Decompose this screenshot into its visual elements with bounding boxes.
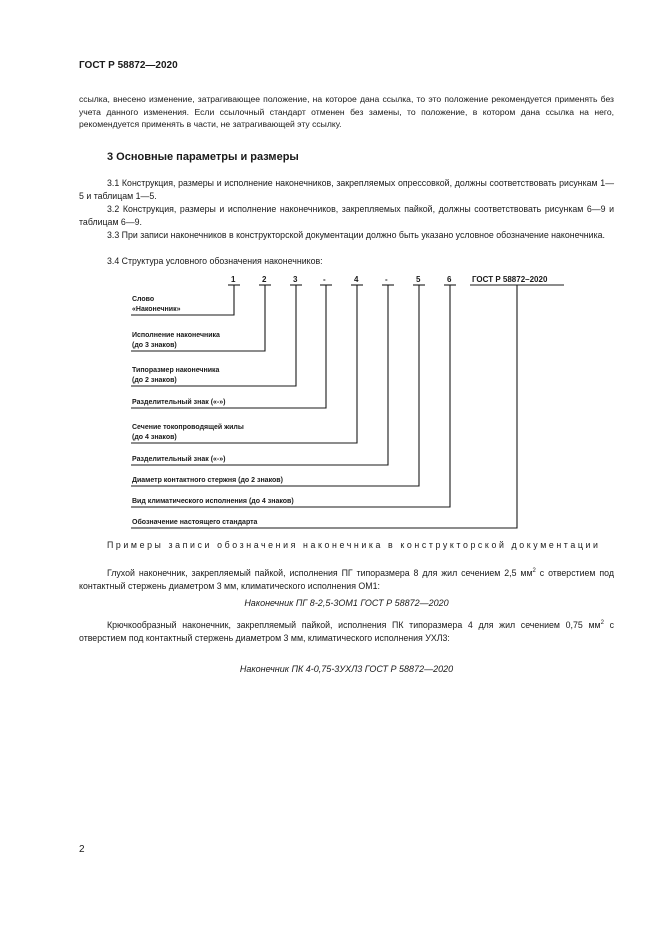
paragraph-3-3: 3.3 При записи наконечников в конструкторской документации должно быть указано условное обозначение наконечника. <box>107 230 605 240</box>
label-execution-line2: (до 3 знаков) <box>132 342 177 349</box>
leader-lines <box>131 285 517 528</box>
label-separator-2: Разделительный знак («-») <box>132 456 226 463</box>
label-standard: Обозначение настоящего стандарта <box>132 519 258 526</box>
example-2-text-a: Крючкообразный наконечник, закрепляемый пайкой, исполнения ПК типоразмера 4 для жил сечением 0,75 мм <box>107 619 601 630</box>
label-section-line1: Сечение токопроводящей жилы <box>132 424 244 431</box>
paragraph-3-1: 3.1 Конструкция, размеры и исполнение наконечников, закрепляемых опрессовкой, должны соответствовать рисункам 1—5 и таблицам 1—5. <box>79 178 614 201</box>
example-1-text-a: Глухой наконечник, закрепляемый пайкой, исполнения ПГ типоразмера 8 для жил сечением 2,5 мм <box>107 567 533 578</box>
code-dash-2: - <box>385 275 388 284</box>
code-2: 2 <box>262 275 267 284</box>
example-2-designation <box>79 664 614 674</box>
example-2-prefix: Наконечник <box>239 664 289 674</box>
label-climatic: Вид климатического исполнения (до 4 знаков) <box>132 498 294 505</box>
code-1: 1 <box>231 275 236 284</box>
label-word-line1: Слово <box>132 296 155 303</box>
example-2-text-b: с отверстием под контактный стержень диаметром 3 мм, климатического исполнения УХЛ3: <box>79 619 614 643</box>
example-1-superscript: 2 <box>532 568 536 574</box>
code-dash-1: - <box>323 275 326 284</box>
label-size-line2: (до 2 знаков) <box>132 377 177 384</box>
document-header: ГОСТ Р 58872—2020 <box>79 60 178 71</box>
paragraph-3-4: 3.4 Структура условного обозначения наконечников: <box>107 256 323 266</box>
intro-paragraph: ссылка, внесено изменение, затрагивающее положение, на которое дана ссылка, то это положение рекомендуется применять без учета данного изменения. Если ссылочный стандарт отменен без замены, то положение, в котором дана ссылка на него, рекомендуется применять в части, не затрагивающей эту ссылку. <box>79 94 614 130</box>
example-1-text-b: с отверстием под контактный стержень диаметром 3 мм, климатического исполнения ОМ1: <box>79 567 614 591</box>
example-1-code: ПГ 8-2,5-3ОМ1 ГОСТ Р 58872—2020 <box>293 598 449 608</box>
label-word-line2: «Наконечник» <box>132 306 181 313</box>
example-1-designation <box>79 598 614 608</box>
section-title: 3 Основные параметры и размеры <box>107 151 299 163</box>
code-4: 4 <box>354 275 359 284</box>
label-section-line2: (до 4 знаков) <box>132 434 177 441</box>
code-3: 3 <box>293 275 298 284</box>
example-1-text <box>79 565 614 593</box>
example-2-code: ПК 4-0,75-3УХЛ3 ГОСТ Р 58872—2020 <box>288 664 454 674</box>
examples-heading: Примеры записи обозначения наконечника в конструкторской документации <box>107 540 601 550</box>
code-5: 5 <box>416 275 421 284</box>
label-size-line1: Типоразмер наконечника <box>132 367 220 374</box>
page-number: 2 <box>79 844 85 855</box>
code-6: 6 <box>447 275 452 284</box>
label-separator-1: Разделительный знак («-») <box>132 399 226 406</box>
label-execution-line1: Исполнение наконечника <box>132 332 220 339</box>
example-2-text <box>79 617 614 645</box>
code-standard-ref: ГОСТ Р 58872–2020 <box>472 275 548 284</box>
paragraph-3-2: 3.2 Конструкция, размеры и исполнение наконечников, закрепляемых пайкой, должны соответствовать рисункам 6—9 и таблицам 6—9. <box>79 204 614 227</box>
example-2-superscript: 2 <box>600 620 604 626</box>
label-diameter: Диаметр контактного стержня (до 2 знаков) <box>132 477 283 484</box>
example-1-prefix: Наконечник <box>244 598 294 608</box>
